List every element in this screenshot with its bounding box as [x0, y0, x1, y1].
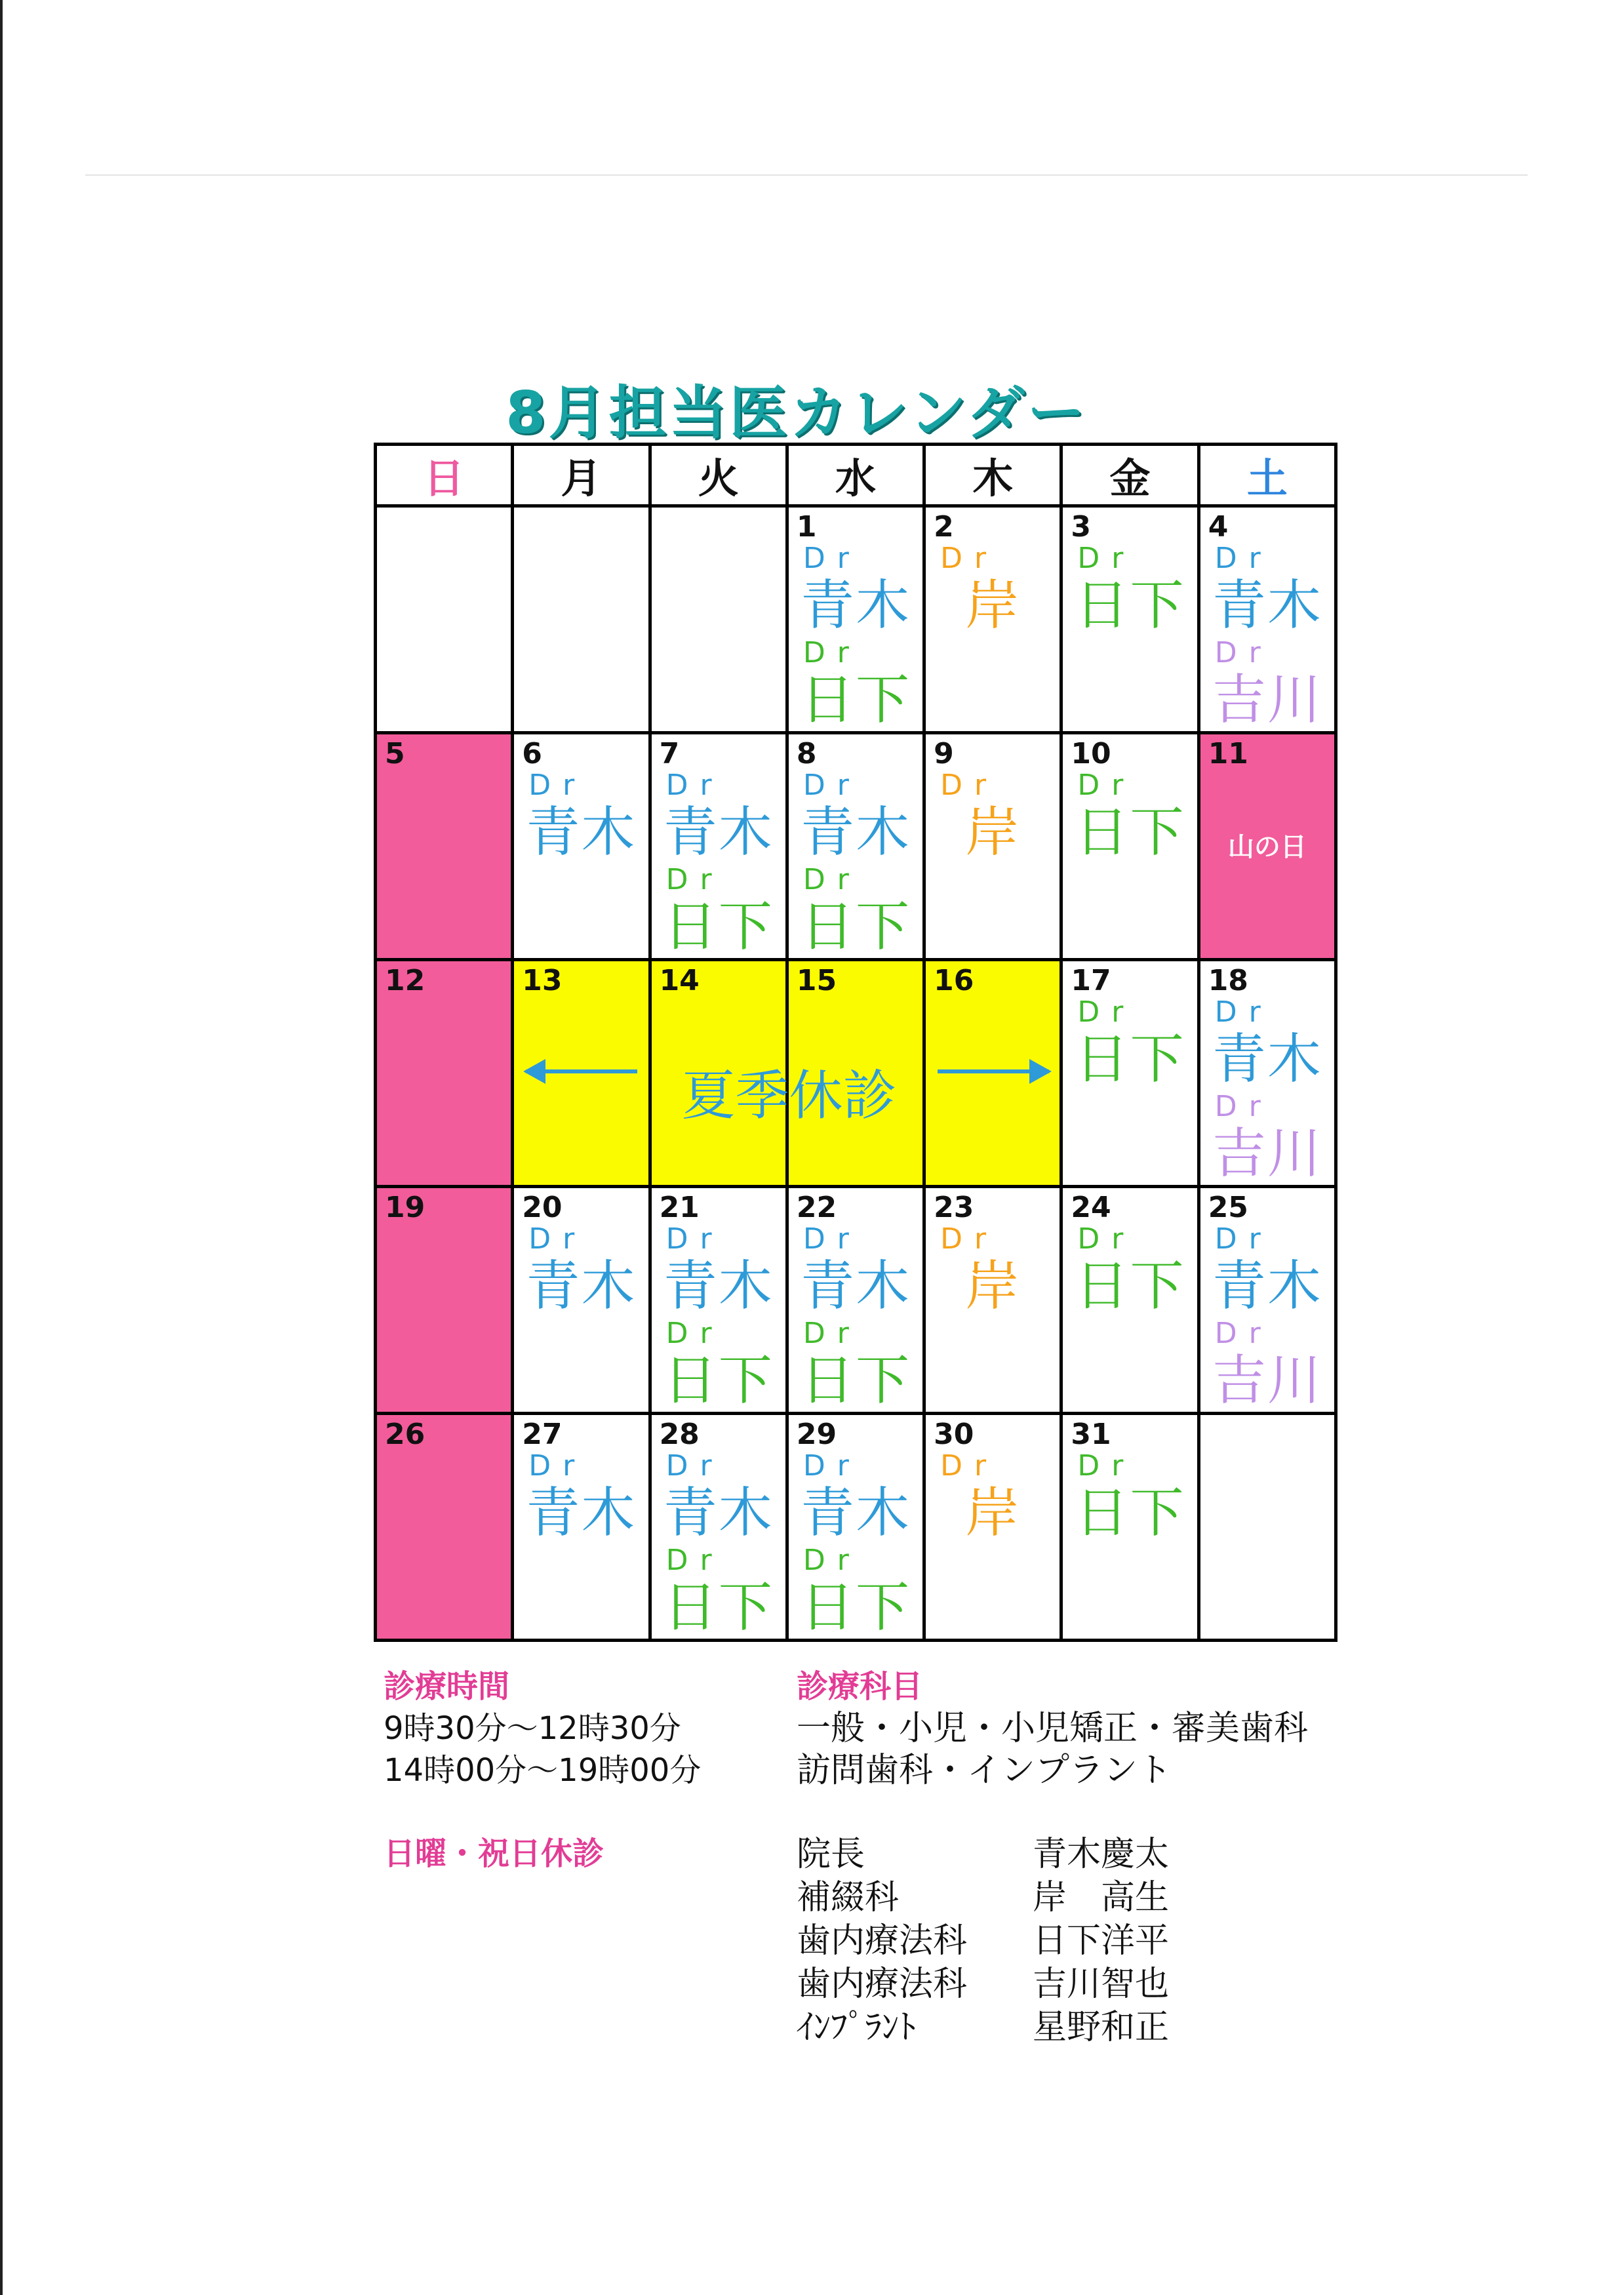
calendar-day-cell — [1061, 1187, 1198, 1414]
doctor-name: 青木 — [526, 1482, 637, 1544]
calendar-day-cell — [376, 506, 513, 733]
calendar-day-cell — [924, 960, 1061, 1187]
calendar-week-row — [376, 733, 1336, 960]
day-number: 27 — [522, 1418, 563, 1451]
doctor-list — [652, 768, 785, 957]
day-number: 11 — [1208, 737, 1248, 770]
dr-label: Dr — [802, 636, 861, 669]
day-number: 24 — [1071, 1191, 1111, 1224]
day-number: 25 — [1208, 1191, 1248, 1224]
doctor-list — [514, 1449, 648, 1544]
doctor-list — [514, 768, 648, 863]
calendar-day-cell — [1061, 506, 1198, 733]
staff-role: 歯内療法科 — [797, 1965, 968, 2004]
dr-label: Dr — [802, 768, 861, 802]
day-number: 13 — [522, 964, 563, 997]
staff-list — [797, 1833, 1169, 2049]
doctor-list — [652, 1222, 785, 1411]
calendar-day-cell — [1198, 733, 1336, 960]
doctor-name: 青木 — [1212, 1028, 1322, 1090]
doctor-list — [789, 542, 922, 730]
day-number: 20 — [522, 1191, 563, 1224]
weekday-sat: 土 — [1198, 445, 1336, 506]
arrow-right-icon — [938, 1069, 1049, 1073]
day-number: 14 — [659, 964, 700, 997]
calendar-day-cell — [376, 1414, 513, 1641]
dr-label: Dr — [1077, 1222, 1136, 1256]
calendar-day-cell — [1061, 733, 1198, 960]
day-number: 3 — [1071, 510, 1092, 544]
doctor-name: 青木 — [800, 801, 911, 864]
departments-line-1: 一般・小児・小児矯正・審美歯科 — [797, 1709, 1309, 1748]
doctor-list — [652, 1449, 785, 1638]
doctor-list — [1200, 995, 1334, 1184]
dr-label: Dr — [1214, 1090, 1273, 1123]
doctor-name: 岸 — [965, 574, 1021, 637]
calendar-day-cell — [650, 1414, 787, 1641]
closed-block — [384, 1833, 604, 1875]
day-number: 17 — [1071, 964, 1111, 997]
dr-label: Dr — [665, 1317, 724, 1350]
doctor-name: 青木 — [800, 574, 911, 637]
departments-block — [797, 1666, 1308, 1791]
calendar-day-cell — [376, 733, 513, 960]
calendar-day-cell — [1198, 1187, 1336, 1414]
dr-label: Dr — [802, 1317, 861, 1350]
day-number: 26 — [385, 1418, 426, 1451]
doctor-name: 青木 — [663, 1255, 774, 1317]
day-number: 2 — [934, 510, 954, 544]
doctor-name: 日下 — [800, 1349, 911, 1412]
staff-row — [797, 1876, 1169, 1919]
calendar-day-cell — [1198, 960, 1336, 1187]
day-number: 5 — [385, 737, 405, 770]
calendar-day-cell — [513, 733, 650, 960]
dr-label: Dr — [940, 768, 999, 802]
calendar-day-cell — [1061, 1414, 1198, 1641]
staff-name: 岸 高生 — [1033, 1878, 1170, 1917]
dr-label: Dr — [1077, 995, 1136, 1029]
dr-label: Dr — [665, 863, 724, 896]
dr-label: Dr — [940, 1222, 999, 1256]
doctor-list — [1063, 542, 1197, 636]
staff-name: 星野和正 — [1033, 2008, 1170, 2047]
dr-label: Dr — [1077, 1449, 1136, 1483]
day-number: 22 — [796, 1191, 837, 1224]
weekday-fri: 金 — [1061, 445, 1198, 506]
staff-name: 青木慶太 — [1033, 1835, 1170, 1874]
day-number: 1 — [796, 510, 817, 544]
doctor-name: 日下 — [800, 1576, 911, 1639]
staff-name: 吉川智也 — [1033, 1965, 1170, 2004]
calendar-week-row — [376, 506, 1336, 733]
day-number: 21 — [659, 1191, 700, 1224]
day-number: 18 — [1208, 964, 1248, 997]
staff-role: 院長 — [797, 1835, 865, 1874]
doctor-name: 日下 — [663, 896, 774, 958]
calendar-day-cell — [650, 1187, 787, 1414]
dr-label: Dr — [1214, 542, 1273, 575]
dr-label: Dr — [665, 1222, 724, 1256]
calendar-week-row — [376, 1414, 1336, 1641]
closed-notice: 日曜・祝日休診 — [384, 1835, 604, 1872]
dr-label: Dr — [665, 768, 724, 802]
day-number: 30 — [934, 1418, 974, 1451]
calendar-day-cell — [513, 506, 650, 733]
doctor-name: 日下 — [663, 1576, 774, 1639]
scan-line — [85, 174, 1528, 176]
calendar-day-cell — [787, 1187, 924, 1414]
doctor-list — [514, 1222, 648, 1317]
calendar-day-cell — [1061, 960, 1198, 1187]
doctor-name: 岸 — [965, 1482, 1021, 1544]
dr-label: Dr — [802, 1449, 861, 1483]
dr-label: Dr — [1214, 995, 1273, 1029]
weekday-wed: 水 — [787, 445, 924, 506]
doctor-name: 青木 — [526, 801, 637, 864]
scan-edge — [0, 0, 3, 2295]
doctor-name: 吉川 — [1212, 1123, 1322, 1185]
doctor-name: 岸 — [965, 1255, 1021, 1317]
day-number: 6 — [522, 737, 542, 770]
day-number: 15 — [796, 964, 837, 997]
hours-block — [384, 1666, 701, 1791]
weekday-tue: 火 — [650, 445, 787, 506]
arrow-left-icon — [526, 1069, 637, 1073]
calendar-day-cell — [513, 1187, 650, 1414]
calendar-day-cell — [376, 1187, 513, 1414]
calendar-day-cell — [513, 960, 650, 1187]
calendar-day-cell — [650, 506, 787, 733]
doctor-list — [789, 1449, 922, 1638]
holiday-name: 山の日 — [1227, 832, 1307, 862]
doctor-name: 青木 — [663, 801, 774, 864]
doctor-name: 青木 — [526, 1255, 637, 1317]
doctor-name: 日下 — [1075, 1482, 1185, 1544]
doctor-name: 青木 — [1212, 1255, 1322, 1317]
dr-label: Dr — [802, 1544, 861, 1577]
calendar-day-cell — [787, 506, 924, 733]
staff-role: 歯内療法科 — [797, 1921, 968, 1961]
doctor-name: 日下 — [1075, 1028, 1185, 1090]
calendar-day-cell — [376, 960, 513, 1187]
dr-label: Dr — [1214, 1317, 1273, 1350]
doctor-list — [1063, 1449, 1197, 1544]
hours-line-1: 9時30分～12時30分 — [384, 1710, 681, 1747]
calendar-day-cell — [787, 733, 924, 960]
dr-label: Dr — [528, 1222, 587, 1256]
calendar-day-cell — [924, 506, 1061, 733]
doctor-list — [1200, 542, 1334, 730]
doctor-name: 青木 — [1212, 574, 1322, 637]
calendar-day-cell — [924, 1414, 1061, 1641]
day-number: 12 — [385, 964, 426, 997]
dr-label: Dr — [1214, 636, 1273, 669]
page-title: 8月担当医カレンダー — [505, 379, 1088, 447]
staff-row — [797, 1833, 1169, 1876]
doctor-list — [1063, 768, 1197, 863]
dr-label: Dr — [1077, 768, 1136, 802]
day-number: 10 — [1071, 737, 1111, 770]
day-number: 31 — [1071, 1418, 1111, 1451]
doctor-name: 日下 — [663, 1349, 774, 1412]
staff-role: 補綴科 — [797, 1878, 900, 1917]
doctor-name: 日下 — [1075, 1255, 1185, 1317]
summer-closure-label: 夏季休診 — [681, 1065, 897, 1127]
staff-row — [797, 2006, 1169, 2049]
day-number: 29 — [796, 1418, 837, 1451]
calendar-week-row — [376, 1187, 1336, 1414]
day-number: 16 — [934, 964, 974, 997]
staff-row — [797, 1919, 1169, 1963]
departments-heading: 診療科目 — [797, 1668, 923, 1705]
doctor-name: 日下 — [1075, 801, 1185, 864]
doctor-list — [926, 542, 1060, 636]
doctor-name: 青木 — [800, 1255, 911, 1317]
departments-line-2: 訪問歯科・インプラント — [797, 1751, 1172, 1790]
day-number: 23 — [934, 1191, 974, 1224]
dr-label: Dr — [940, 1449, 999, 1483]
calendar-day-cell — [650, 733, 787, 960]
dr-label: Dr — [528, 1449, 587, 1483]
dr-label: Dr — [1077, 542, 1136, 575]
doctor-list — [789, 1222, 922, 1411]
weekday-header-row — [376, 445, 1336, 506]
calendar-body — [376, 506, 1336, 1641]
doctor-name: 吉川 — [1212, 669, 1322, 731]
doctor-name: 岸 — [965, 801, 1021, 864]
weekday-thu: 木 — [924, 445, 1061, 506]
dr-label: Dr — [665, 1449, 724, 1483]
day-number: 7 — [659, 737, 680, 770]
calendar-day-cell — [1198, 506, 1336, 733]
calendar-day-cell — [924, 1187, 1061, 1414]
doctor-list — [1063, 995, 1197, 1090]
calendar-week-row — [376, 960, 1336, 1187]
staff-name: 日下洋平 — [1033, 1921, 1170, 1961]
hours-line-2: 14時00分～19時00分 — [384, 1752, 702, 1789]
calendar-day-cell — [513, 1414, 650, 1641]
doctor-name: 吉川 — [1212, 1349, 1322, 1412]
doctor-name: 青木 — [663, 1482, 774, 1544]
day-number: 8 — [796, 737, 817, 770]
calendar — [374, 443, 1337, 1642]
calendar-day-cell — [787, 1414, 924, 1641]
weekday-mon: 月 — [513, 445, 650, 506]
doctor-name: 日下 — [800, 896, 911, 958]
doctor-list — [926, 768, 1060, 863]
calendar-day-cell — [924, 733, 1061, 960]
hours-heading: 診療時間 — [384, 1668, 510, 1705]
dr-label: Dr — [940, 542, 999, 575]
day-number: 19 — [385, 1191, 426, 1224]
calendar-day-cell — [1198, 1414, 1336, 1641]
dr-label: Dr — [802, 1222, 861, 1256]
day-number: 4 — [1208, 510, 1229, 544]
doctor-name: 日下 — [800, 669, 911, 731]
doctor-list — [1200, 1222, 1334, 1411]
dr-label: Dr — [802, 863, 861, 896]
dr-label: Dr — [665, 1544, 724, 1577]
doctor-list — [926, 1449, 1060, 1544]
doctor-name: 青木 — [800, 1482, 911, 1544]
dr-label: Dr — [1214, 1222, 1273, 1256]
doctor-list — [926, 1222, 1060, 1317]
staff-row — [797, 1963, 1169, 2006]
staff-role: ｲﾝﾌﾟﾗﾝﾄ — [797, 2008, 917, 2047]
doctor-list — [1063, 1222, 1197, 1317]
dr-label: Dr — [528, 768, 587, 802]
day-number: 9 — [934, 737, 954, 770]
doctor-name: 日下 — [1075, 574, 1185, 637]
day-number: 28 — [659, 1418, 700, 1451]
dr-label: Dr — [802, 542, 861, 575]
doctor-list — [789, 768, 922, 957]
weekday-sun: 日 — [376, 445, 513, 506]
